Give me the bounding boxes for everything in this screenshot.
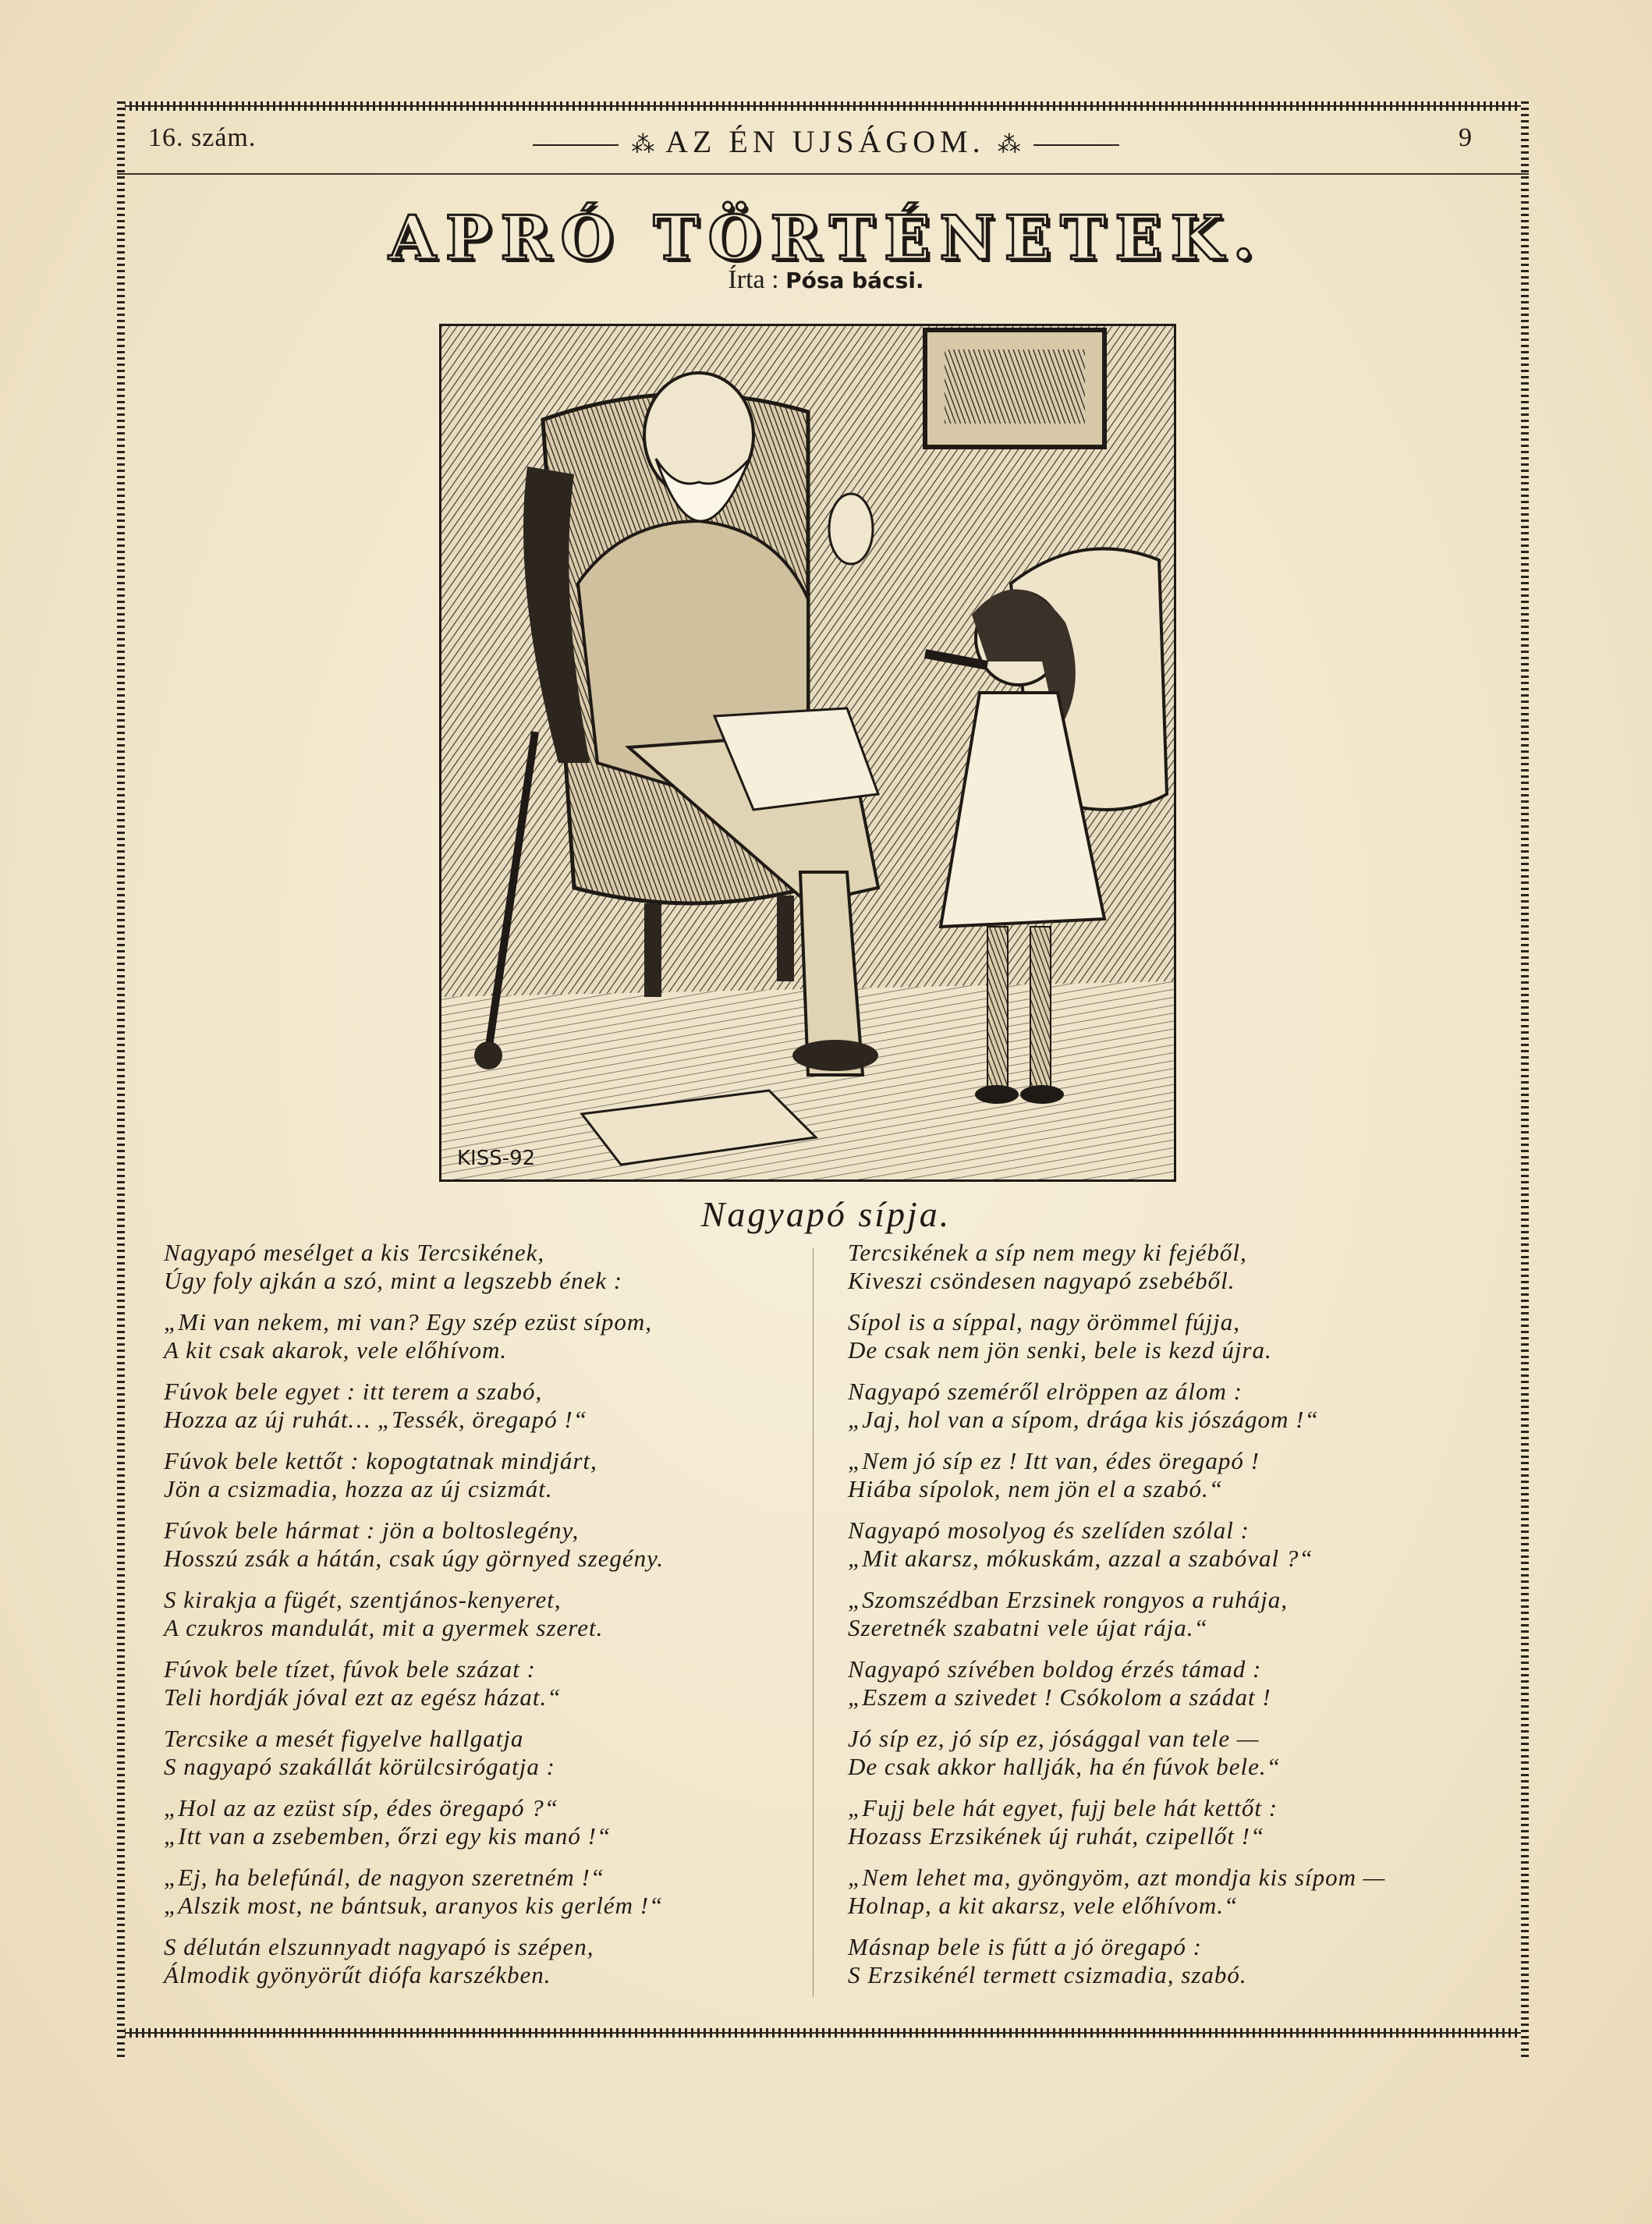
poem-line: „Eszem a szivedet ! Csókolom a szádat !: [848, 1683, 1271, 1711]
byline-author: Pósa bácsi.: [785, 268, 924, 293]
ornament-right-icon: ⁂: [997, 132, 1021, 158]
poem-line: Sípol is a síppal, nagy örömmel fújja,: [848, 1308, 1240, 1335]
girl-shoe: [975, 1085, 1019, 1104]
chair-leg: [777, 896, 794, 981]
poem-line: Fúvok bele tízet, fúvok bele százat :: [164, 1655, 536, 1683]
stanza: [164, 1794, 835, 1850]
wall-picture-inner: [945, 349, 1085, 424]
poem-line: De csak akkor hallják, ha én fúvok bele.“: [848, 1753, 1281, 1780]
poem-line: Szeretnék szabatni vele újat rája.“: [848, 1614, 1208, 1641]
issue-number: 16. szám.: [148, 123, 257, 152]
poem-line: Fúvok bele egyet : itt terem a szabó,: [164, 1378, 543, 1405]
poem-line: A kit csak akarok, vele előhívom.: [164, 1336, 508, 1364]
right-border: [1521, 101, 1529, 2059]
stanza: [848, 1308, 1519, 1364]
poem-line: „Nem lehet ma, gyöngyöm, azt mondja kis sípom —: [848, 1864, 1386, 1891]
artist-signature: KISS-92: [457, 1147, 536, 1170]
poem-line: Nagyapó szeméről elröppen az álom :: [848, 1378, 1243, 1405]
page-title: APRÓ TÖRTÉNETEK.: [388, 203, 1264, 274]
poem-line: Fúvok bele kettőt : kopogtatnak mindjárt,: [164, 1447, 597, 1474]
poem-title: Nagyapó sípja.: [700, 1194, 952, 1234]
poem-line: „Alszik most, ne bántsuk, aranyos kis gerlém !“: [164, 1892, 664, 1919]
stanza: [164, 1516, 835, 1573]
stanza: [164, 1586, 835, 1642]
stanza: [164, 1378, 835, 1434]
illustration-grandfather-and-girl: [439, 324, 1176, 1182]
stanza: [848, 1516, 1519, 1573]
poem-line: S nagyapó szakállát körülcsirógatja :: [164, 1753, 555, 1780]
grandfather-hand: [829, 494, 873, 564]
girl-leg: [987, 927, 1008, 1091]
bottom-border: [117, 2028, 1529, 2038]
poem-line: Nagyapó mesélget a kis Tercsikének,: [164, 1239, 545, 1266]
stanza: [164, 1725, 835, 1781]
poem-line: S kirakja a fügét, szentjános-kenyeret,: [164, 1586, 562, 1613]
byline: [0, 265, 1652, 295]
poem-line: „Mi van nekem, mi van? Egy szép ezüst sípom,: [164, 1308, 653, 1335]
poem-line: A czukros mandulát, mit a gyermek szeret.: [164, 1614, 604, 1641]
poem-line: Jó síp ez, jó síp ez, jósággal van tele —: [848, 1725, 1260, 1752]
byline-prefix: Írta :: [728, 265, 779, 294]
poem-line: Fúvok bele hármat : jön a boltoslegény,: [164, 1516, 580, 1544]
cane-tip: [474, 1041, 502, 1069]
poem-line: „Jaj, hol van a sípom, drága kis jószágom !“: [848, 1406, 1319, 1433]
poem-line: Úgy foly ajkán a szó, mint a legszebb ének :: [164, 1267, 623, 1294]
poem-line: S délután elszunnyadt nagyapó is szépen,: [164, 1933, 594, 1960]
left-border: [117, 101, 125, 2059]
poem-line: „Ej, ha belefúnál, de nagyon szeretném !“: [164, 1864, 605, 1891]
poem-line: S Erzsikénél termett csizmadia, szabó.: [848, 1961, 1247, 1988]
poem-line: „Szomszédban Erzsinek rongyos a ruhája,: [848, 1586, 1289, 1613]
poem-line: Jön a csizmadia, hozza az új csizmát.: [164, 1475, 553, 1502]
stanza: [164, 1239, 835, 1295]
poem-line: Hiába sípolok, nem jön el a szabó.“: [848, 1475, 1224, 1502]
stanza: [848, 1864, 1519, 1920]
poem-line: Nagyapó mosolyog és szelíden szólal :: [848, 1516, 1250, 1544]
page-number: 9: [1459, 123, 1473, 152]
poem-line: De csak nem jön senki, bele is kezd újra.: [848, 1336, 1272, 1364]
stanza: [848, 1933, 1519, 1989]
grandfather-shoe: [792, 1040, 878, 1071]
left-dash: [533, 144, 619, 146]
poem-line: Teli hordják jóval ezt az egész házat.“: [164, 1683, 562, 1711]
stanza: [164, 1933, 835, 1989]
poem-line: Holnap, a kit akarsz, vele előhívom.“: [848, 1892, 1239, 1919]
engraving-icon: [441, 326, 1174, 1179]
stanza: [848, 1725, 1519, 1781]
poem-line: Hozza az új ruhát… „Tessék, öregapó !“: [164, 1406, 587, 1433]
poem-line: „Itt van a zsebemben, őrzi egy kis manó !“: [164, 1822, 612, 1850]
stanza: [164, 1864, 835, 1920]
poem-line: Kiveszi csöndesen nagyapó zsebéből.: [848, 1267, 1235, 1294]
top-border: [117, 101, 1529, 111]
poem-line: Álmodik gyönyörűt diófa karszékben.: [164, 1961, 551, 1988]
stanza: [848, 1586, 1519, 1642]
stanza: [164, 1447, 835, 1503]
poem-line: Tercsike a mesét figyelve hallgatja: [164, 1725, 524, 1752]
poem-line: Tercsikének a síp nem megy ki fejéből,: [848, 1239, 1247, 1266]
stanza: [848, 1794, 1519, 1850]
stanza: [848, 1239, 1519, 1295]
poem-line: „Mit akarsz, mókuskám, azzal a szabóval ?“: [848, 1545, 1313, 1572]
journal-title: AZ ÉN UJSÁGOM.: [665, 124, 985, 159]
girl-leg: [1030, 927, 1051, 1091]
poem-left-column: [164, 1239, 835, 2002]
poem-line: „Fujj bele hát egyet, fujj bele hát kettőt :: [848, 1794, 1278, 1821]
stanza: [848, 1655, 1519, 1711]
girl-shoe: [1020, 1085, 1064, 1104]
stanza: [164, 1655, 835, 1711]
chair-leg: [644, 903, 661, 997]
stanza: [848, 1378, 1519, 1434]
poem-line: Hosszú zsák a hátán, csak úgy görnyed szegény.: [164, 1545, 664, 1572]
poem-line: „Hol az az ezüst síp, édes öregapó ?“: [164, 1794, 559, 1821]
poem-line: Másnap bele is fútt a jó öregapó :: [848, 1933, 1202, 1960]
stanza: [848, 1447, 1519, 1503]
poem-right-column: [848, 1239, 1519, 2002]
right-dash: [1033, 144, 1119, 146]
ornament-left-icon: ⁂: [631, 132, 655, 158]
poem-line: „Nem jó síp ez ! Itt van, édes öregapó !: [848, 1447, 1260, 1474]
stanza: [164, 1308, 835, 1364]
poem-line: Nagyapó szívében boldog érzés támad :: [848, 1655, 1262, 1683]
header-rule: [117, 173, 1529, 175]
journal-title-line: [0, 123, 1652, 160]
poem-line: Hozass Erzsikének új ruhát, czipellőt !“: [848, 1822, 1265, 1850]
